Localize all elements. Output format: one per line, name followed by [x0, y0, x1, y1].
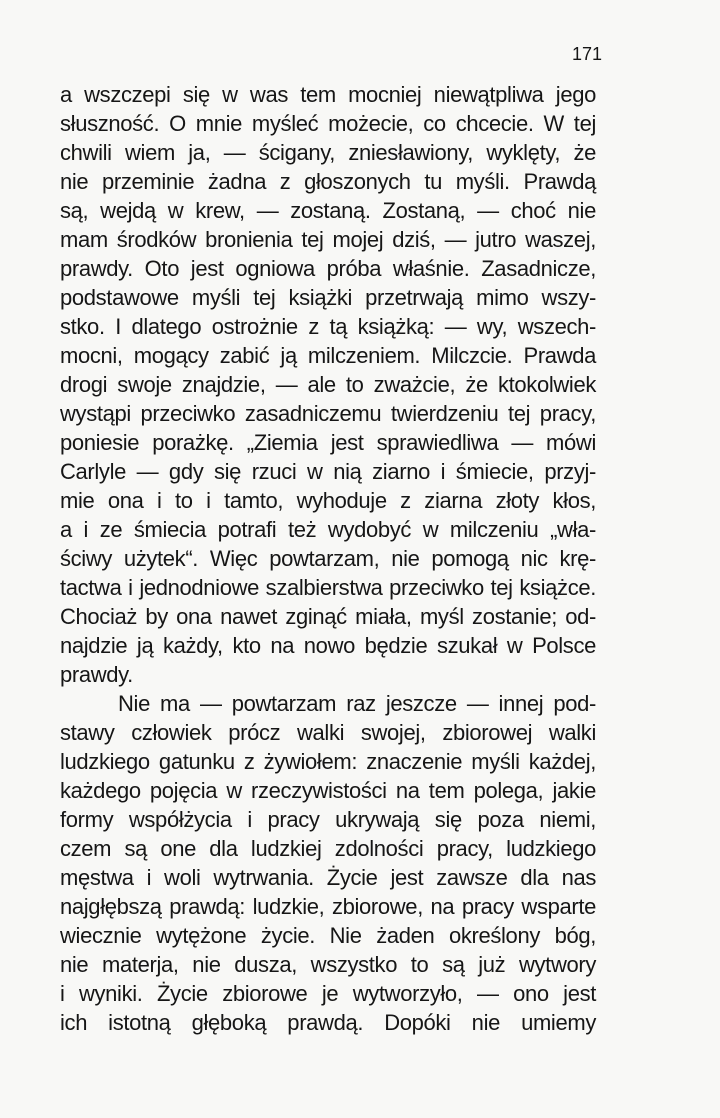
- paragraph-2: [60, 689, 596, 1037]
- paragraph-2-line-7: męstwa i woli wytrwania. Życie jest zawsze dla nas: [60, 865, 596, 890]
- paragraph-1-line-7: prawdy. Oto jest ogniowa próba właśnie. Zasadnicze,: [60, 256, 596, 281]
- paragraph-1-line-19: Chociaż by ona nawet zginąć miała, myśl zostanie; od-: [60, 604, 596, 629]
- paragraph-2-line-9: wiecznie wytężone życie. Nie żaden określony bóg,: [60, 923, 596, 948]
- paragraph-2-line-12: ich istotną głęboką prawdą. Dopóki nie umiemy: [60, 1010, 596, 1035]
- paragraph-1-line-10: mocni, mogący zabić ją milczeniem. Milczcie. Prawda: [60, 343, 596, 368]
- paragraph-2-line-10: nie materja, nie dusza, wszystko to są już wytwory: [60, 952, 596, 977]
- paragraph-2-line-3: ludzkiego gatunku z żywiołem: znaczenie myśli każdej,: [60, 749, 596, 774]
- paragraph-1-line-11: drogi swoje znajdzie, — ale to zważcie, że ktokolwiek: [60, 372, 596, 397]
- paragraph-1-line-13: poniesie porażkę. „Ziemia jest sprawiedliwa — mówi: [60, 430, 596, 455]
- page-text: [60, 80, 596, 1037]
- paragraph-1-line-18: tactwa i jednodniowe szalbierstwa przeciwko tej książce.: [60, 575, 596, 600]
- paragraph-1-line-8: podstawowe myśli tej książki przetrwają mimo wszy-: [60, 285, 596, 310]
- paragraph-1-line-17: ściwy użytek“. Więc powtarzam, nie pomogą nic krę-: [60, 546, 596, 571]
- paragraph-1-line-9: stko. I dlatego ostrożnie z tą książką: — wy, wszech-: [60, 314, 596, 339]
- paragraph-1-line-16: a i ze śmiecia potrafi też wydobyć w milczeniu „wła-: [60, 517, 596, 542]
- paragraph-1-line-20: najdzie ją każdy, kto na nowo będzie szukał w Polsce: [60, 633, 596, 658]
- paragraph-2-line-4: każdego pojęcia w rzeczywistości na tem polega, jakie: [60, 778, 596, 803]
- paragraph-1-line-21: prawdy.: [60, 662, 133, 687]
- paragraph-1-line-15: mie ona i to i tamto, wyhoduje z ziarna złoty kłos,: [60, 488, 596, 513]
- paragraph-1: [60, 80, 596, 689]
- paragraph-1-line-3: chwili wiem ja, — ścigany, zniesławiony, wyklęty, że: [60, 140, 596, 165]
- paragraph-1-line-4: nie przeminie żadna z głoszonych tu myśli. Prawdą: [60, 169, 596, 194]
- paragraph-1-line-2: słuszność. O mnie myśleć możecie, co chcecie. W tej: [60, 111, 596, 136]
- paragraph-1-line-5: są, wejdą w krew, — zostaną. Zostaną, — choć nie: [60, 198, 596, 223]
- paragraph-2-line-6: czem są one dla ludzkiej zdolności pracy, ludzkiego: [60, 836, 596, 861]
- paragraph-1-line-1: a wszczepi się w was tem mocniej niewątpliwa jego: [60, 82, 596, 107]
- paragraph-2-line-8: najgłębszą prawdą: ludzkie, zbiorowe, na pracy wsparte: [60, 894, 596, 919]
- paragraph-2-line-2: stawy człowiek prócz walki swojej, zbiorowej walki: [60, 720, 596, 745]
- paragraph-2-line-11: i wyniki. Życie zbiorowe je wytworzyło, — ono jest: [60, 981, 596, 1006]
- paragraph-1-line-14: Carlyle — gdy się rzuci w nią ziarno i śmiecie, przyj-: [60, 459, 596, 484]
- paragraph-2-line-5: formy współżycia i pracy ukrywają się poza niemi,: [60, 807, 596, 832]
- page-number: 171: [571, 44, 602, 64]
- paragraph-2-line-1: Nie ma — powtarzam raz jeszcze — innej pod-: [118, 691, 596, 716]
- paragraph-1-line-12: wystąpi przeciwko zasadniczemu twierdzeniu tej pracy,: [60, 401, 596, 426]
- paragraph-1-line-6: mam środków bronienia tej mojej dziś, — jutro waszej,: [60, 227, 596, 252]
